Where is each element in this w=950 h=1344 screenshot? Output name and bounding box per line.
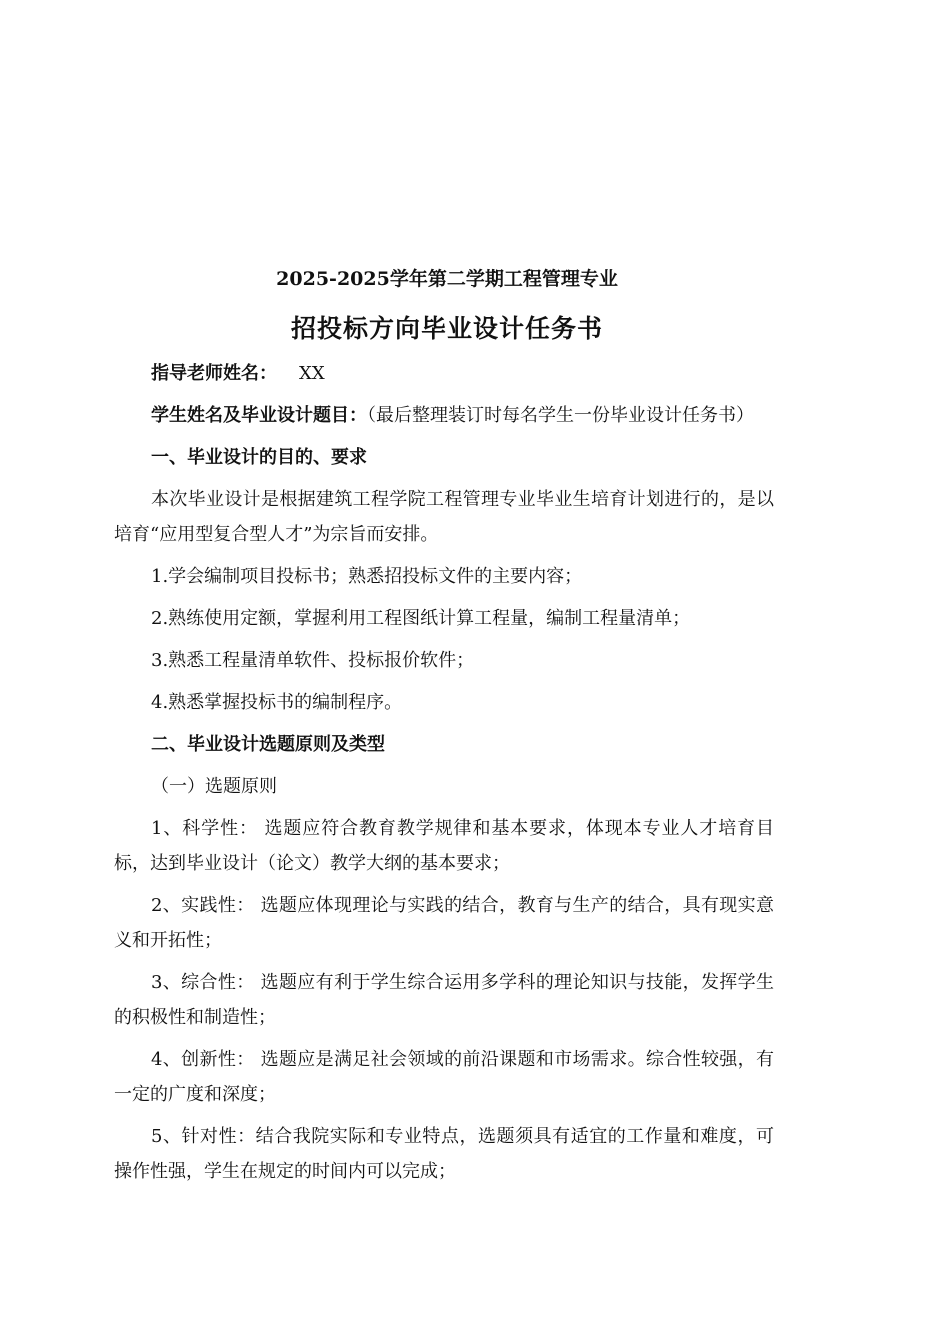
advisor-label: 指导老师姓名： [151,363,277,384]
section1-item: 1.学会编制项目投标书；熟悉招投标文件的主要内容； [151,566,583,587]
section1-item: 4.熟悉掌握投标书的编制程序。 [151,692,403,713]
student-line [114,398,774,433]
principle-item: 4、创新性： 选题应是满足社会领域的前沿课题和市场需求。综合性较强，有一定的广度和深度； [114,1049,774,1105]
student-label: 学生姓名及毕业设计题目： [151,405,367,426]
principle-item: 1、科学性： 选题应符合教育教学规律和基本要求，体现本专业人才培育目标，达到毕业设计（论文）教学大纲的基本要求； [114,818,774,874]
principle-item: 5、针对性：结合我院实际和专业特点，选题须具有适宜的工作量和难度，可操作性强，学生在规定的时间内可以完成； [114,1126,774,1182]
advisor-value: XX [299,363,325,384]
document-title-line2: 招投标方向毕业设计任务书 [290,314,603,343]
section1-heading: 一、毕业设计的目的、要求 [151,447,367,468]
section1-item: 3.熟悉工程量清单软件、投标报价软件； [151,650,475,671]
student-note: （最后整理装订时每名学生一份毕业设计任务书） [367,405,754,426]
document-title-line1: 2025-2025学年第二学期工程管理专业 [276,268,618,290]
section2-subheading: （一）选题原则 [151,776,277,797]
section1-item: 2.熟练使用定额，掌握利用工程图纸计算工程量，编制工程量清单； [151,608,691,629]
section2-heading: 二、毕业设计选题原则及类型 [151,734,385,755]
document-body [114,262,774,1196]
principle-item: 2、实践性： 选题应体现理论与实践的结合，教育与生产的结合，具有现实意义和开拓性； [114,895,774,951]
advisor-line [114,356,774,391]
section1-intro: 本次毕业设计是根据建筑工程学院工程管理专业毕业生培育计划进行的，是以培育“应用型复合型人才”为宗旨而安排。 [114,489,774,545]
principle-item: 3、综合性： 选题应有利于学生综合运用多学科的理论知识与技能，发挥学生的积极性和制造性； [114,972,774,1028]
